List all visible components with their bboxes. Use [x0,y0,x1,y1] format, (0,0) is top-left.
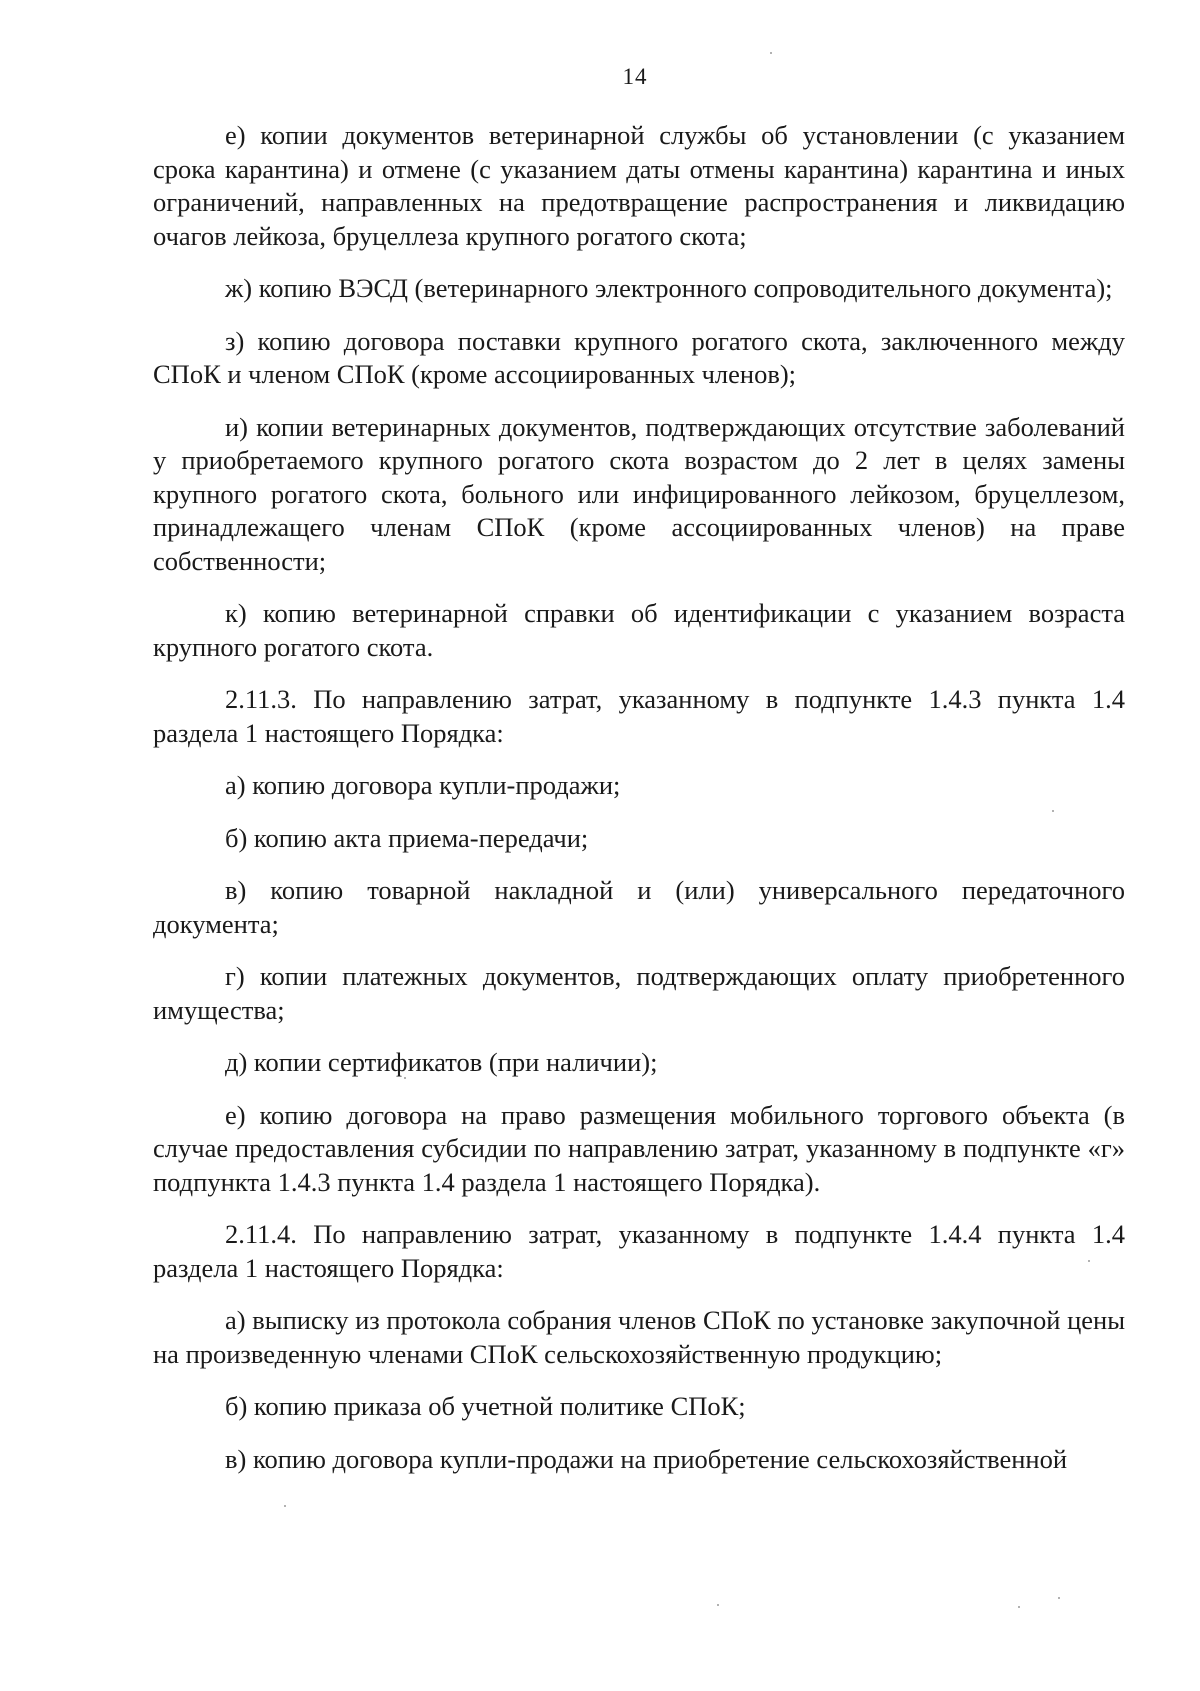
paragraph-mobile-retail-contract: е) копию договора на право размещения мобильного торгового объекта (в случае предоставления субсидии по направлению затрат, указанному в подпункте «г» подпункта 1.4.3 пункта 1.4 раздела 1 настоящего Порядка). [153,1099,1125,1197]
paragraph-vet-documents-disease: и) копии ветеринарных документов, подтверждающих отсутствие заболеваний у приобретаемого крупного рогатого скота возрастом до 2 лет в целях замены крупного рогатого скота, больного или инфицированного лейкозом, бруцеллезом, принадлежащего членам СПоК (кроме ассоциированных членов) на праве собственности; [153,411,1125,576]
scan-speck [1058,1597,1060,1599]
scan-speck [1088,1260,1090,1262]
paragraph-agricultural-sale-contract: в) копию договора купли-продажи на приобретение сельскохозяйственной [225,1443,1068,1474]
document-body [153,119,1125,1476]
paragraph-section-2-11-3: 2.11.3. По направлению затрат, указанному в подпункте 1.4.3 пункта 1.4 раздела 1 настоящего Порядка: [153,684,1125,748]
page-number: 14 [622,64,648,89]
paragraph-accounting-policy-order: б) копию приказа об учетной политике СПоК; [225,1391,746,1421]
scan-speck [1018,1606,1020,1608]
paragraph-supply-contract: з) копию договора поставки крупного рогатого скота, заключенного между СПоК и членом СПоК (кроме ассоциированных членов); [153,325,1125,389]
scan-speck [404,1077,406,1079]
paragraph-invoice: в) копию товарной накладной и (или) универсального передаточного документа; [153,875,1125,939]
scan-speck [284,1505,286,1507]
paragraph-transfer-act: б) копию акта приема-передачи; [225,822,589,853]
scan-speck [1052,810,1054,812]
paragraph-vet-documents-quarantine: е) копии документов ветеринарной службы об установлении (с указанием срока карантина) и отмене (с указанием даты отмены карантина) карантина и иных ограничений, направленных на предотвращение распространения и ликвидацию очагов лейкоза, бруцеллеза крупного рогатого скота; [153,120,1125,251]
paragraph-section-2-11-4: 2.11.4. По направлению затрат, указанному в подпункте 1.4.4 пункта 1.4 раздела 1 настоящего Порядка: [153,1219,1125,1283]
paragraph-sale-contract: а) копию договора купли-продажи; [225,770,621,800]
paragraph-vet-certificate: к) копию ветеринарной справки об идентификации с указанием возраста крупного рогатого скота. [153,598,1125,662]
paragraph-vesd-copy: ж) копию ВЭСД (ветеринарного электронного сопроводительного документа); [225,273,1113,303]
paragraph-payment-documents: г) копии платежных документов, подтверждающих оплату приобретенного имущества; [153,961,1125,1025]
paragraph-certificates: д) копии сертификатов (при наличии); [225,1047,658,1077]
scan-speck [770,52,772,54]
scan-speck [717,1604,719,1606]
paragraph-meeting-protocol-extract: а) выписку из протокола собрания членов СПоК по установке закупочной цены на произведенную членами СПоК сельскохозяйственную продукцию; [153,1305,1125,1369]
